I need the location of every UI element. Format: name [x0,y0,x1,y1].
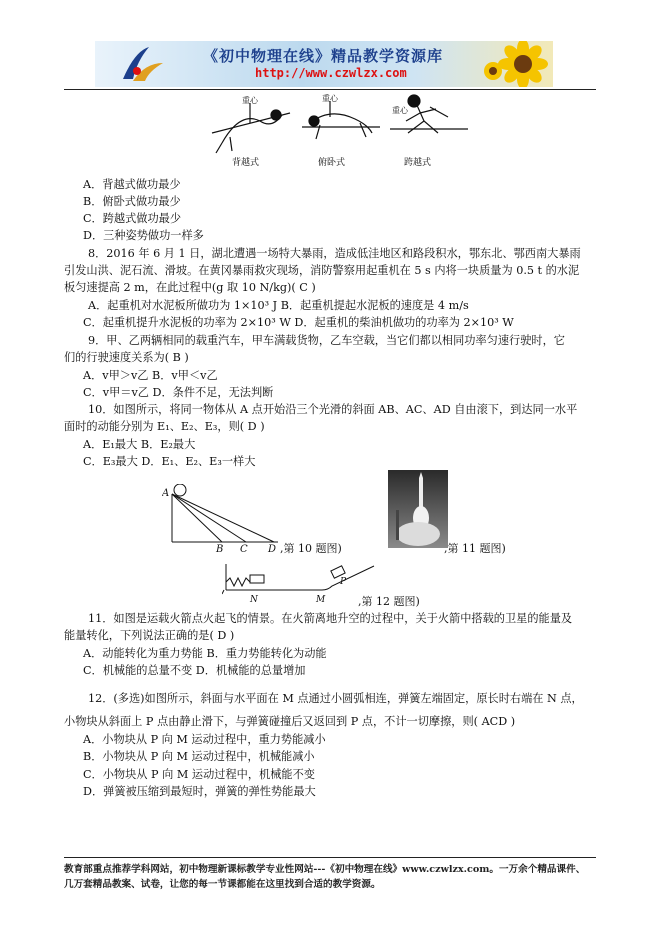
figure-caption-1: 背越式 [232,158,260,168]
figure-caption-3: 跨越式 [404,158,432,168]
q10-options-2: C．E₃最大 D．E₁、E₂、E₃一样大 [83,455,256,468]
q10-options-1: A．E₁最大 B．E₂最大 [83,438,196,451]
q8-options-2: C．起重机提升水泥板的功率为 2×10³ W D．起重机的柴油机做功的功率为 2×10³ W [83,316,514,329]
q9-options-2: C．v甲＝v乙 D．条件不足，无法判断 [83,386,274,399]
fig10-inclines [162,484,282,554]
q12-option-a: A．小物块从 P 向 M 运动过程中，重力势能减小 [83,733,326,746]
header-rule [64,89,596,90]
sunflower-icon [483,41,553,87]
rocket-photo [388,470,448,548]
q9-options-1: A．v甲＞v乙 B．v甲＜v乙 [83,369,218,382]
footer-line-1: 教育部重点推荐学科网站，初中物理新课标教学专业性网站---《初中物理在线》www.czwlzx.com。一万余个精品课件、 [64,864,586,875]
q11-line-2: 能量转化，下列说法正确的是( D ) [64,629,235,642]
q7-option-d: D．三种姿势做功一样多 [83,229,204,242]
fig12-caption: ,第 12 题图) [358,595,420,608]
figure-caption-2: 俯卧式 [318,158,346,168]
q12-line-1: 12．(多选)如图所示，斜面与水平面在 M 点通过小圆弧相连，弹簧左端固定，原长时右端在 N 点， [88,692,583,705]
header-banner [95,41,553,87]
q11-options-2: C．机械能的总量不变 D．机械能的总量增加 [83,664,306,677]
high-jump-figure [210,93,470,169]
q9-line-2: 们的行驶速度关系为( B ) [64,351,189,364]
fig12-point-m: M [316,595,326,605]
q10-line-2: 面时的动能分别为 E₁、E₂、E₃，则( D ) [64,420,265,433]
fig11-caption: ,第 11 题图) [444,542,506,555]
fig10-point-a: A [162,488,170,499]
q9-line-1: 9．甲、乙两辆相同的载重汽车，甲车满载货物，乙车空载，当它们都以相同功率匀速行驶时，它 [88,334,565,347]
q7-option-c: C．跨越式做功最少 [83,212,182,225]
q12-option-d: D．弹簧被压缩到最短时，弹簧的弹性势能最大 [83,785,316,798]
q11-options-1: A．动能转化为重力势能 B．重力势能转化为动能 [83,647,327,660]
q10-line-1: 10．如图所示，将同一物体从 A 点开始沿三个光滑的斜面 AB、AC、AD 自由滚下，到达同一水平 [88,403,578,416]
q12-option-c: C．小物块从 P 向 M 运动过程中，机械能不变 [83,768,315,781]
fig12-point-p: P [340,577,347,587]
fig10-point-d: D [268,544,277,554]
footer-rule [64,857,596,858]
q8-options-1: A．起重机对水泥板所做功为 1×10³ J B．起重机提起水泥板的速度是 4 m/s [88,299,469,312]
logo-icon [115,41,175,87]
q7-option-a: A．背越式做功最少 [83,178,181,191]
fig12-point-n: N [250,595,258,605]
figure-label-3: 重心 [392,106,408,115]
footer-line-2: 几万套精品教案、试卷，让您的每一节课都能在这里找到合适的教学资源。 [64,879,381,890]
q8-line-3: 板匀速提高 2 m，在此过程中(g 取 10 N/kg)( C ) [64,281,316,294]
figure-label-2: 重心 [322,94,338,103]
fig10-point-c: C [240,544,248,554]
q12-line-2: 小物块从斜面上 P 点由静止滑下，与弹簧碰撞后又返回到 P 点，不计一切摩擦，则( ACD ) [64,715,516,728]
fig10-point-b: B [216,544,224,554]
q8-line-1: 8．2016 年 6 月 1 日，湖北遭遇一场特大暴雨，造成低洼地区和路段积水，鄂东北、鄂西南大暴雨 [88,247,581,260]
banner-title: 《初中物理在线》精品教学资源库 [203,47,444,65]
q7-option-b: B．俯卧式做功最少 [83,195,181,208]
q12-option-b: B．小物块从 P 向 M 运动过程中，机械能减小 [83,750,315,763]
q11-line-1: 11．如图是运载火箭点火起飞的情景。在火箭离地升空的过程中，关于火箭中搭载的卫星的能量及 [88,612,573,625]
figure-label-1: 重心 [242,96,258,105]
banner-url: http://www.czwlzx.com [255,66,407,80]
fig10-caption: ,第 10 题图) [280,542,342,555]
q8-line-2: 引发山洪、泥石流、滑坡。在黄冈暴雨救灾现场，消防警察用起重机在 5 s 内将一块质量为 0.5 t 的水泥 [64,264,580,277]
